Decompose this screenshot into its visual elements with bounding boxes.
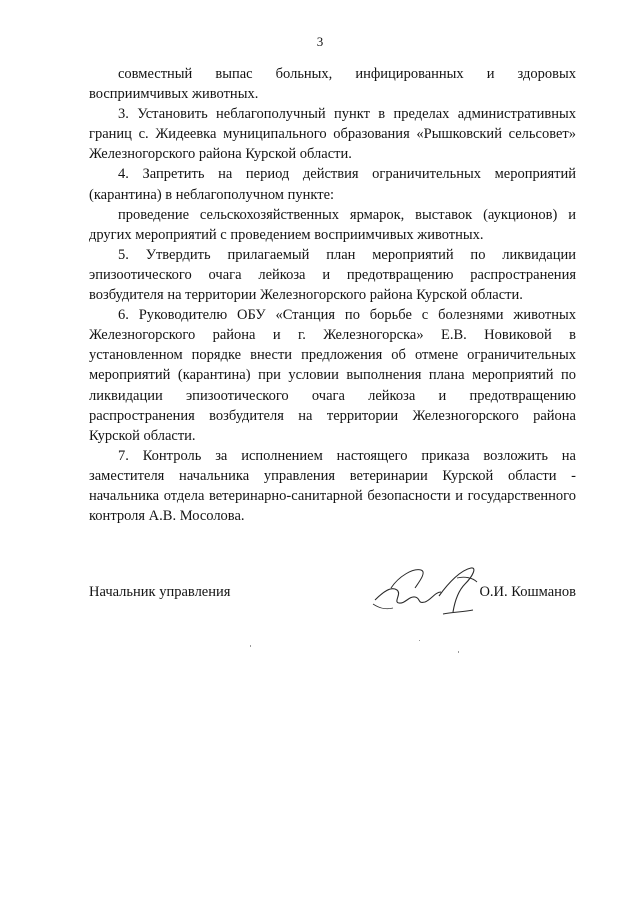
paragraph-6: 6. Руководителю ОБУ «Станция по борьбе с болезнями животных Железногорского района и г. Железногорска» Е.В. Новиковой в установленном порядке внести предложения об отмене ограничительных мероприятий (карантина) при условии выполнения плана мероприятий по ликвидации эпизоотического очага лейкоза и предотвращению распространения возбудителя на территории Железногорского района Курской области. — [89, 307, 576, 444]
signature-block — [89, 576, 576, 616]
paragraph-4-item: проведение сельскохозяйственных ярмарок, выставок (аукционов) и других мероприятий с проведением восприимчивых животных. — [89, 206, 576, 243]
signer-position: Начальник управления — [89, 584, 231, 600]
handwritten-signature — [369, 562, 489, 622]
scan-speck — [458, 651, 459, 653]
scan-speck — [419, 640, 420, 641]
signer-name: О.И. Кошманов — [479, 584, 576, 600]
document-body — [89, 64, 576, 526]
paragraph-4: 4. Запретить на период действия ограничительных мероприятий (карантина) в неблагополучном пункте: — [89, 166, 576, 203]
page-number: 3 — [316, 34, 324, 49]
paragraph-7: 7. Контроль за исполнением настоящего приказа возложить на заместителя начальника управления ветеринарии Курской области - начальника отдела ветеринарно-санитарной безопасности и государственного контроля А.В. Мосолова. — [89, 447, 576, 525]
paragraph-3: 3. Установить неблагополучный пункт в пределах административных границ с. Жидеевка муниципального образования «Рышковский сельсовет» Железногорского района Курской области. — [89, 106, 576, 163]
scan-speck — [250, 645, 251, 647]
paragraph-1-continuation: совместный выпас больных, инфицированных и здоровых восприимчивых животных. — [89, 66, 576, 103]
paragraph-5: 5. Утвердить прилагаемый план мероприятий по ликвидации эпизоотического очага лейкоза и предотвращению распространения возбудителя на территории Железногорского района Курской области. — [89, 246, 576, 304]
